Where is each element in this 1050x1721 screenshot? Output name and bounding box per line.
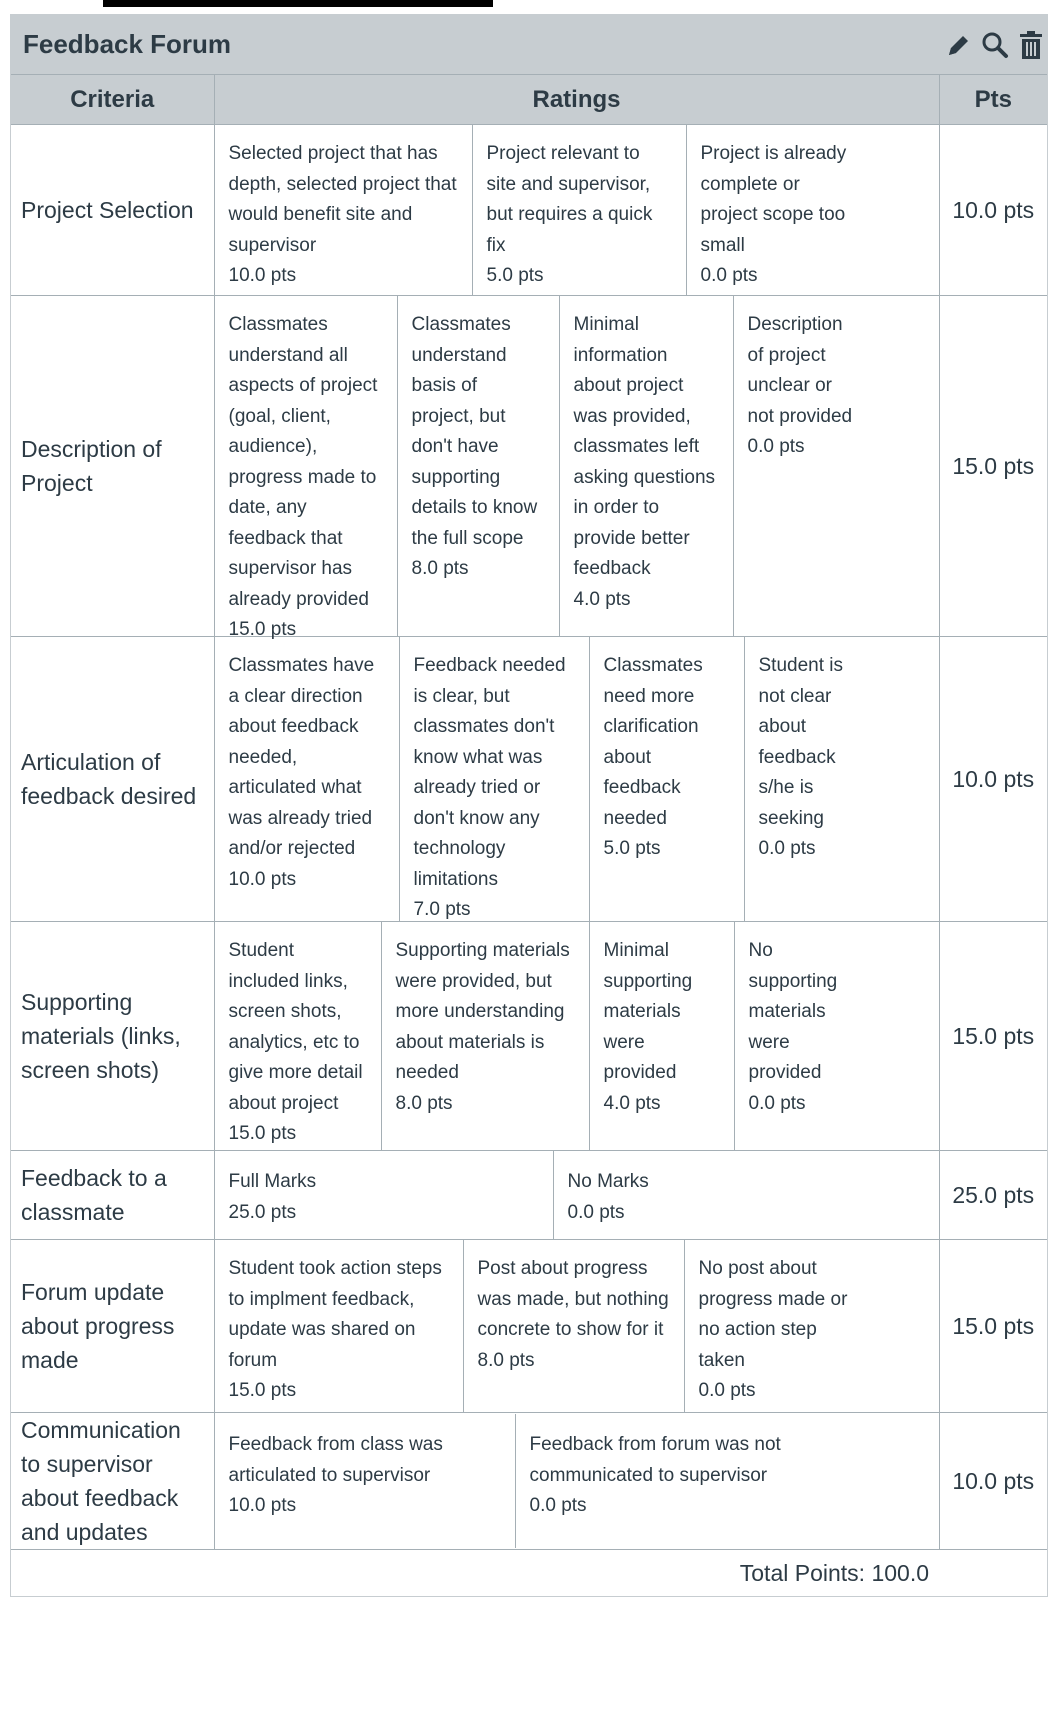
- rating-points: 0.0 pts: [529, 1495, 587, 1516]
- pts-column-header: Pts: [939, 75, 1047, 125]
- rating-points: 7.0 pts: [413, 899, 471, 920]
- criterion-points: 10.0 pts: [939, 637, 1047, 922]
- rubric-table: [11, 74, 1047, 1549]
- rating-description: Project is already complete or project scope too small: [700, 143, 847, 256]
- rating-description: Minimal supporting materials were provided: [603, 940, 693, 1083]
- rating-description: Classmates need more clarification about feedback needed: [603, 655, 703, 829]
- criterion-label: Forum update about progress made: [11, 1240, 214, 1413]
- trash-icon[interactable]: [1015, 27, 1047, 63]
- rating-points: 0.0 pts: [748, 1092, 806, 1114]
- rating-description: Project relevant to site and supervisor, but requires a quick fix: [486, 143, 653, 256]
- rubric-body: [11, 125, 1047, 1550]
- ratings-group: [215, 922, 939, 1150]
- rating-points: 4.0 pts: [603, 1092, 661, 1114]
- ratings-cell: [214, 296, 939, 640]
- rating-description: Supporting materials were provided, but more understanding about materials is needed: [395, 940, 570, 1083]
- rating-points: 15.0 pts: [228, 1123, 297, 1144]
- rating-option[interactable]: [215, 1240, 464, 1412]
- rating-points: 0.0 pts: [567, 1201, 625, 1223]
- rating-option[interactable]: [215, 922, 382, 1150]
- rating-option[interactable]: [398, 296, 560, 636]
- rating-description: Post about progress was made, but nothing concrete to show for it: [477, 1258, 669, 1340]
- criterion-points: 15.0 pts: [939, 922, 1047, 1151]
- rating-points: 5.0 pts: [486, 265, 544, 286]
- ratings-group: [215, 1240, 939, 1412]
- criterion-label: Feedback to a classmate: [11, 1151, 214, 1240]
- criterion-points: 25.0 pts: [939, 1151, 1047, 1240]
- criterion-label: Supporting materials (links, screen shots): [11, 922, 214, 1151]
- criterion-row: [11, 1151, 1047, 1240]
- rating-option[interactable]: [215, 296, 398, 640]
- rating-points: 0.0 pts: [747, 436, 805, 457]
- rating-description: Feedback from class was articulated to supervisor: [228, 1434, 443, 1486]
- total-points: Total Points: 100.0: [11, 1549, 1047, 1596]
- rating-points: 10.0 pts: [228, 868, 297, 890]
- rating-option[interactable]: [516, 1414, 875, 1548]
- rating-points: 8.0 pts: [411, 558, 469, 579]
- pencil-icon[interactable]: [943, 27, 975, 63]
- rating-points: 15.0 pts: [228, 619, 297, 640]
- rating-description: Selected project that has depth, selected project that would benefit site and supervisor: [228, 143, 457, 256]
- ratings-cell: [214, 637, 939, 922]
- rubric-title-bar: [11, 15, 1047, 74]
- ratings-cell: [214, 1413, 939, 1550]
- criterion-row: [11, 1240, 1047, 1413]
- rating-option[interactable]: [560, 296, 734, 636]
- rubric-tools: [943, 27, 1047, 63]
- criterion-label: Communication to supervisor about feedback and updates: [11, 1413, 214, 1550]
- rating-option[interactable]: [590, 922, 735, 1150]
- ratings-group: [215, 1414, 939, 1548]
- rating-option[interactable]: [685, 1240, 875, 1412]
- ratings-group: [215, 637, 939, 921]
- search-icon[interactable]: [979, 27, 1011, 63]
- rating-option[interactable]: [473, 125, 687, 295]
- rating-description: No post about progress made or no action step taken: [698, 1258, 848, 1371]
- criteria-column-header: Criteria: [11, 75, 214, 125]
- rating-description: Full Marks: [228, 1171, 317, 1192]
- criterion-points: 10.0 pts: [939, 125, 1047, 296]
- rating-points: 5.0 pts: [603, 838, 661, 859]
- rating-description: Student took action steps to implment feedback, update was shared on forum: [228, 1258, 442, 1371]
- criterion-row: [11, 1413, 1047, 1550]
- rating-description: Minimal information about project was provided, classmates left asking questions in order to provide better feedback: [573, 314, 716, 579]
- top-divider-line: [103, 0, 493, 7]
- rubric-title: Feedback Forum: [23, 29, 232, 59]
- rating-description: Feedback from forum was not communicated to supervisor: [529, 1434, 781, 1486]
- rating-description: Classmates understand all aspects of project (goal, client, audience), progress made to date, any feedback that supervisor has already provided: [228, 314, 378, 610]
- criterion-points: 15.0 pts: [939, 1240, 1047, 1413]
- criterion-row: [11, 125, 1047, 296]
- ratings-column-header: Ratings: [214, 75, 939, 125]
- rating-description: Student included links, screen shots, analytics, etc to give more detail about project: [228, 940, 363, 1114]
- ratings-cell: [214, 1151, 939, 1240]
- ratings-cell: [214, 125, 939, 296]
- ratings-cell: [214, 1240, 939, 1413]
- rating-description: Feedback needed is clear, but classmates don't know what was already tried or don't know any technology limitations: [413, 655, 566, 890]
- rating-option[interactable]: [745, 637, 875, 921]
- ratings-cell: [214, 922, 939, 1151]
- ratings-group: [215, 296, 939, 640]
- rating-points: 8.0 pts: [395, 1092, 453, 1114]
- rating-description: No Marks: [567, 1171, 649, 1192]
- rating-option[interactable]: [215, 125, 473, 295]
- criterion-row: [11, 922, 1047, 1151]
- criterion-points: 10.0 pts: [939, 1413, 1047, 1550]
- rating-description: Description of project unclear or not provided: [747, 314, 853, 427]
- rubric-header-row: [11, 75, 1047, 125]
- criterion-points: 15.0 pts: [939, 296, 1047, 637]
- ratings-group: [215, 1151, 939, 1239]
- criterion-label: Articulation of feedback desired: [11, 637, 214, 922]
- rating-points: 0.0 pts: [698, 1380, 756, 1401]
- criterion-row: [11, 296, 1047, 637]
- rating-option[interactable]: [590, 637, 745, 921]
- rating-option[interactable]: [554, 1151, 875, 1239]
- rating-description: No supporting materials were provided: [748, 940, 838, 1083]
- rating-option[interactable]: [215, 1151, 554, 1239]
- criterion-label: Description of Project: [11, 296, 214, 637]
- rating-option[interactable]: [400, 637, 590, 921]
- rating-option[interactable]: [687, 125, 875, 295]
- criterion-label: Project Selection: [11, 125, 214, 296]
- rubric-panel: [10, 14, 1048, 1597]
- rating-points: 10.0 pts: [228, 265, 297, 286]
- rating-points: 25.0 pts: [228, 1201, 297, 1223]
- rating-option[interactable]: [215, 637, 400, 921]
- rating-option[interactable]: [382, 922, 590, 1150]
- rating-option[interactable]: [735, 922, 875, 1150]
- rating-option[interactable]: [215, 1414, 516, 1548]
- rating-points: 0.0 pts: [758, 838, 816, 859]
- rating-description: Student is not clear about feedback s/he is seeking: [758, 655, 843, 829]
- rating-option[interactable]: [464, 1240, 685, 1412]
- rating-points: 4.0 pts: [573, 588, 631, 610]
- criterion-row: [11, 637, 1047, 922]
- rating-points: 15.0 pts: [228, 1380, 297, 1401]
- ratings-group: [215, 125, 939, 295]
- rating-points: 10.0 pts: [228, 1495, 297, 1516]
- rating-description: Classmates understand basis of project, but don't have supporting details to know the full scope: [411, 314, 538, 549]
- rating-option[interactable]: [734, 296, 875, 636]
- rating-description: Classmates have a clear direction about feedback needed, articulated what was already tried and/or rejected: [228, 655, 375, 859]
- rating-points: 0.0 pts: [700, 265, 758, 286]
- rating-points: 8.0 pts: [477, 1349, 535, 1371]
